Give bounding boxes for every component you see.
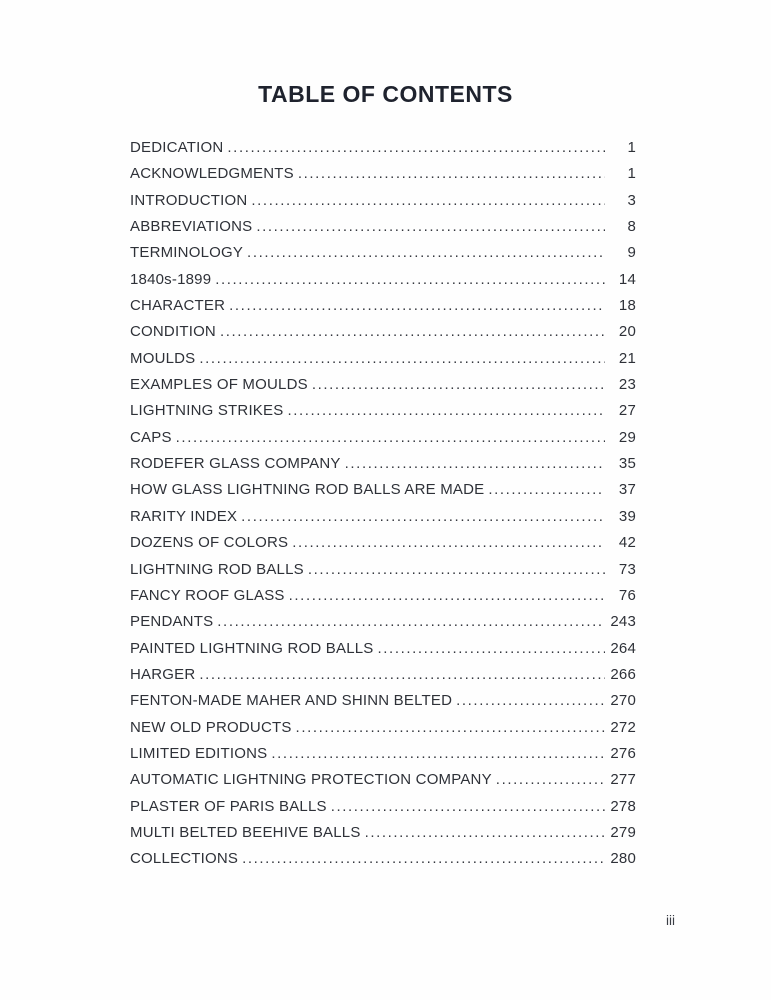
toc-entry-title: DOZENS OF COLORS: [130, 534, 289, 552]
toc-entry-page: 39: [618, 507, 636, 525]
toc-entry-page: 76: [618, 586, 636, 604]
toc-entry: [130, 692, 636, 718]
toc-dot-leader: [247, 244, 605, 261]
toc-entry-title: DEDICATION: [130, 139, 224, 156]
toc-dot-leader: [331, 798, 605, 815]
toc-entry-page: 279: [610, 823, 636, 841]
toc-dot-leader: [298, 165, 605, 182]
toc-entry-page: 266: [610, 665, 636, 683]
toc-dot-leader: [199, 666, 605, 683]
toc-entry-title: PAINTED LIGHTNING ROD BALLS: [130, 639, 374, 657]
toc-entry: [130, 640, 636, 666]
toc-entry-title: EXAMPLES OF MOULDS: [130, 376, 308, 394]
toc-entry-title: INTRODUCTION: [130, 191, 248, 209]
toc-entry: [130, 297, 636, 323]
toc-entry-title: FANCY ROOF GLASS: [130, 586, 285, 604]
toc-entry-title: LIGHTNING STRIKES: [130, 402, 284, 420]
toc-entry-page: 277: [610, 771, 636, 789]
toc-entry-title: AUTOMATIC LIGHTNING PROTECTION COMPANY: [130, 771, 492, 789]
toc-entry: [130, 271, 636, 297]
toc-dot-leader: [292, 534, 605, 551]
toc-dot-leader: [215, 271, 605, 288]
toc-entry: [130, 376, 636, 402]
toc-entry-page: 27: [618, 402, 636, 420]
toc-entry-title: ACKNOWLEDGMENTS: [130, 165, 294, 183]
toc-entry: [130, 745, 636, 771]
toc-dot-leader: [251, 192, 605, 209]
toc-entry: [130, 218, 636, 244]
toc-dot-leader: [242, 850, 605, 867]
toc-entry: [130, 824, 636, 850]
toc-dot-leader: [345, 455, 605, 472]
toc-entry: [130, 534, 636, 560]
page-title: TABLE OF CONTENTS: [258, 81, 513, 107]
toc-entry: [130, 429, 636, 455]
toc-dot-leader: [217, 613, 605, 630]
toc-entry-page: 280: [610, 850, 636, 868]
toc-entry: [130, 850, 636, 876]
toc-dot-leader: [176, 429, 605, 446]
toc-entry-title: FENTON-MADE MAHER AND SHINN BELTED: [130, 692, 453, 710]
toc-entry: [130, 666, 636, 692]
toc-entry-page: 9: [627, 244, 636, 262]
toc-entry: [130, 771, 636, 797]
toc-dot-leader: [296, 719, 605, 736]
toc-entry-title: CONDITION: [130, 323, 216, 341]
toc-entry-title: HOW GLASS LIGHTNING ROD BALLS ARE MADE: [130, 481, 485, 499]
toc-entry-title: 1840s-1899: [130, 270, 212, 288]
toc-entry-title: LIMITED EDITIONS: [130, 744, 268, 762]
toc-entry-title: PLASTER OF PARIS BALLS: [130, 797, 327, 815]
toc-entry: [130, 244, 636, 270]
toc-entry: [130, 323, 636, 349]
toc-entry-title: NEW OLD PRODUCTS: [130, 718, 292, 736]
toc-entry-title: ABBREVIATIONS: [130, 218, 253, 236]
toc-dot-leader: [289, 587, 605, 604]
toc-entry-page: 37: [618, 481, 636, 499]
toc-entry-title: MULTI BELTED BEEHIVE BALLS: [130, 823, 361, 841]
toc-entry-page: 35: [618, 455, 636, 473]
toc-entry-page: 1: [627, 139, 636, 156]
toc-entry: [130, 402, 636, 428]
toc-entry: [130, 481, 636, 507]
toc-entry-page: 264: [610, 639, 636, 657]
page-number: iii: [666, 913, 675, 928]
toc-entry-page: 1: [627, 165, 636, 183]
toc-entry-page: 272: [610, 718, 636, 736]
toc-entry: [130, 613, 636, 639]
toc-entry-page: 278: [610, 797, 636, 815]
toc-dot-leader: [308, 561, 605, 578]
toc-dot-leader: [312, 376, 605, 393]
toc-dot-leader: [229, 297, 605, 314]
toc-entry-title: RARITY INDEX: [130, 507, 238, 525]
toc-entry-page: 21: [618, 349, 636, 367]
toc-entry: [130, 165, 636, 191]
toc-entry-page: 73: [618, 560, 636, 578]
toc-entry: [130, 719, 636, 745]
toc-entry-title: TERMINOLOGY: [130, 244, 244, 262]
toc-entry-page: 270: [610, 692, 636, 710]
toc-dot-leader: [365, 824, 605, 841]
toc-entry-page: 3: [627, 191, 636, 209]
toc-entry-page: 14: [618, 270, 636, 288]
toc-entry-title: CAPS: [130, 428, 172, 446]
toc-entry: [130, 139, 636, 165]
toc-entry-page: 29: [618, 428, 636, 446]
toc-dot-leader: [287, 402, 605, 419]
toc-list: [130, 139, 636, 877]
toc-entry-page: 243: [610, 613, 636, 631]
toc-dot-leader: [488, 481, 605, 498]
toc-entry-title: LIGHTNING ROD BALLS: [130, 560, 304, 578]
toc-entry-page: 42: [618, 534, 636, 552]
toc-entry-page: 276: [610, 744, 636, 762]
toc-dot-leader: [496, 771, 605, 788]
toc-entry: [130, 508, 636, 534]
toc-entry-page: 20: [618, 323, 636, 341]
toc-dot-leader: [271, 745, 605, 762]
toc-entry: [130, 192, 636, 218]
toc-dot-leader: [256, 218, 605, 235]
toc-dot-leader: [241, 508, 605, 525]
toc-entry-title: CHARACTER: [130, 297, 226, 315]
toc-entry: [130, 455, 636, 481]
toc-entry-page: 18: [618, 297, 636, 315]
toc-entry-title: COLLECTIONS: [130, 850, 239, 868]
toc-entry: [130, 350, 636, 376]
toc-entry-title: PENDANTS: [130, 613, 214, 631]
toc-dot-leader: [227, 139, 605, 156]
toc-entry-title: HARGER: [130, 665, 196, 683]
toc-dot-leader: [220, 323, 605, 340]
toc-entry-page: 8: [627, 218, 636, 236]
toc-entry-title: MOULDS: [130, 349, 196, 367]
toc-dot-leader: [199, 350, 605, 367]
toc-entry-page: 23: [618, 376, 636, 394]
toc-entry-title: RODEFER GLASS COMPANY: [130, 455, 341, 473]
toc-dot-leader: [456, 692, 605, 709]
toc-entry: [130, 587, 636, 613]
toc-dot-leader: [378, 640, 605, 657]
toc-entry: [130, 798, 636, 824]
toc-entry: [130, 561, 636, 587]
